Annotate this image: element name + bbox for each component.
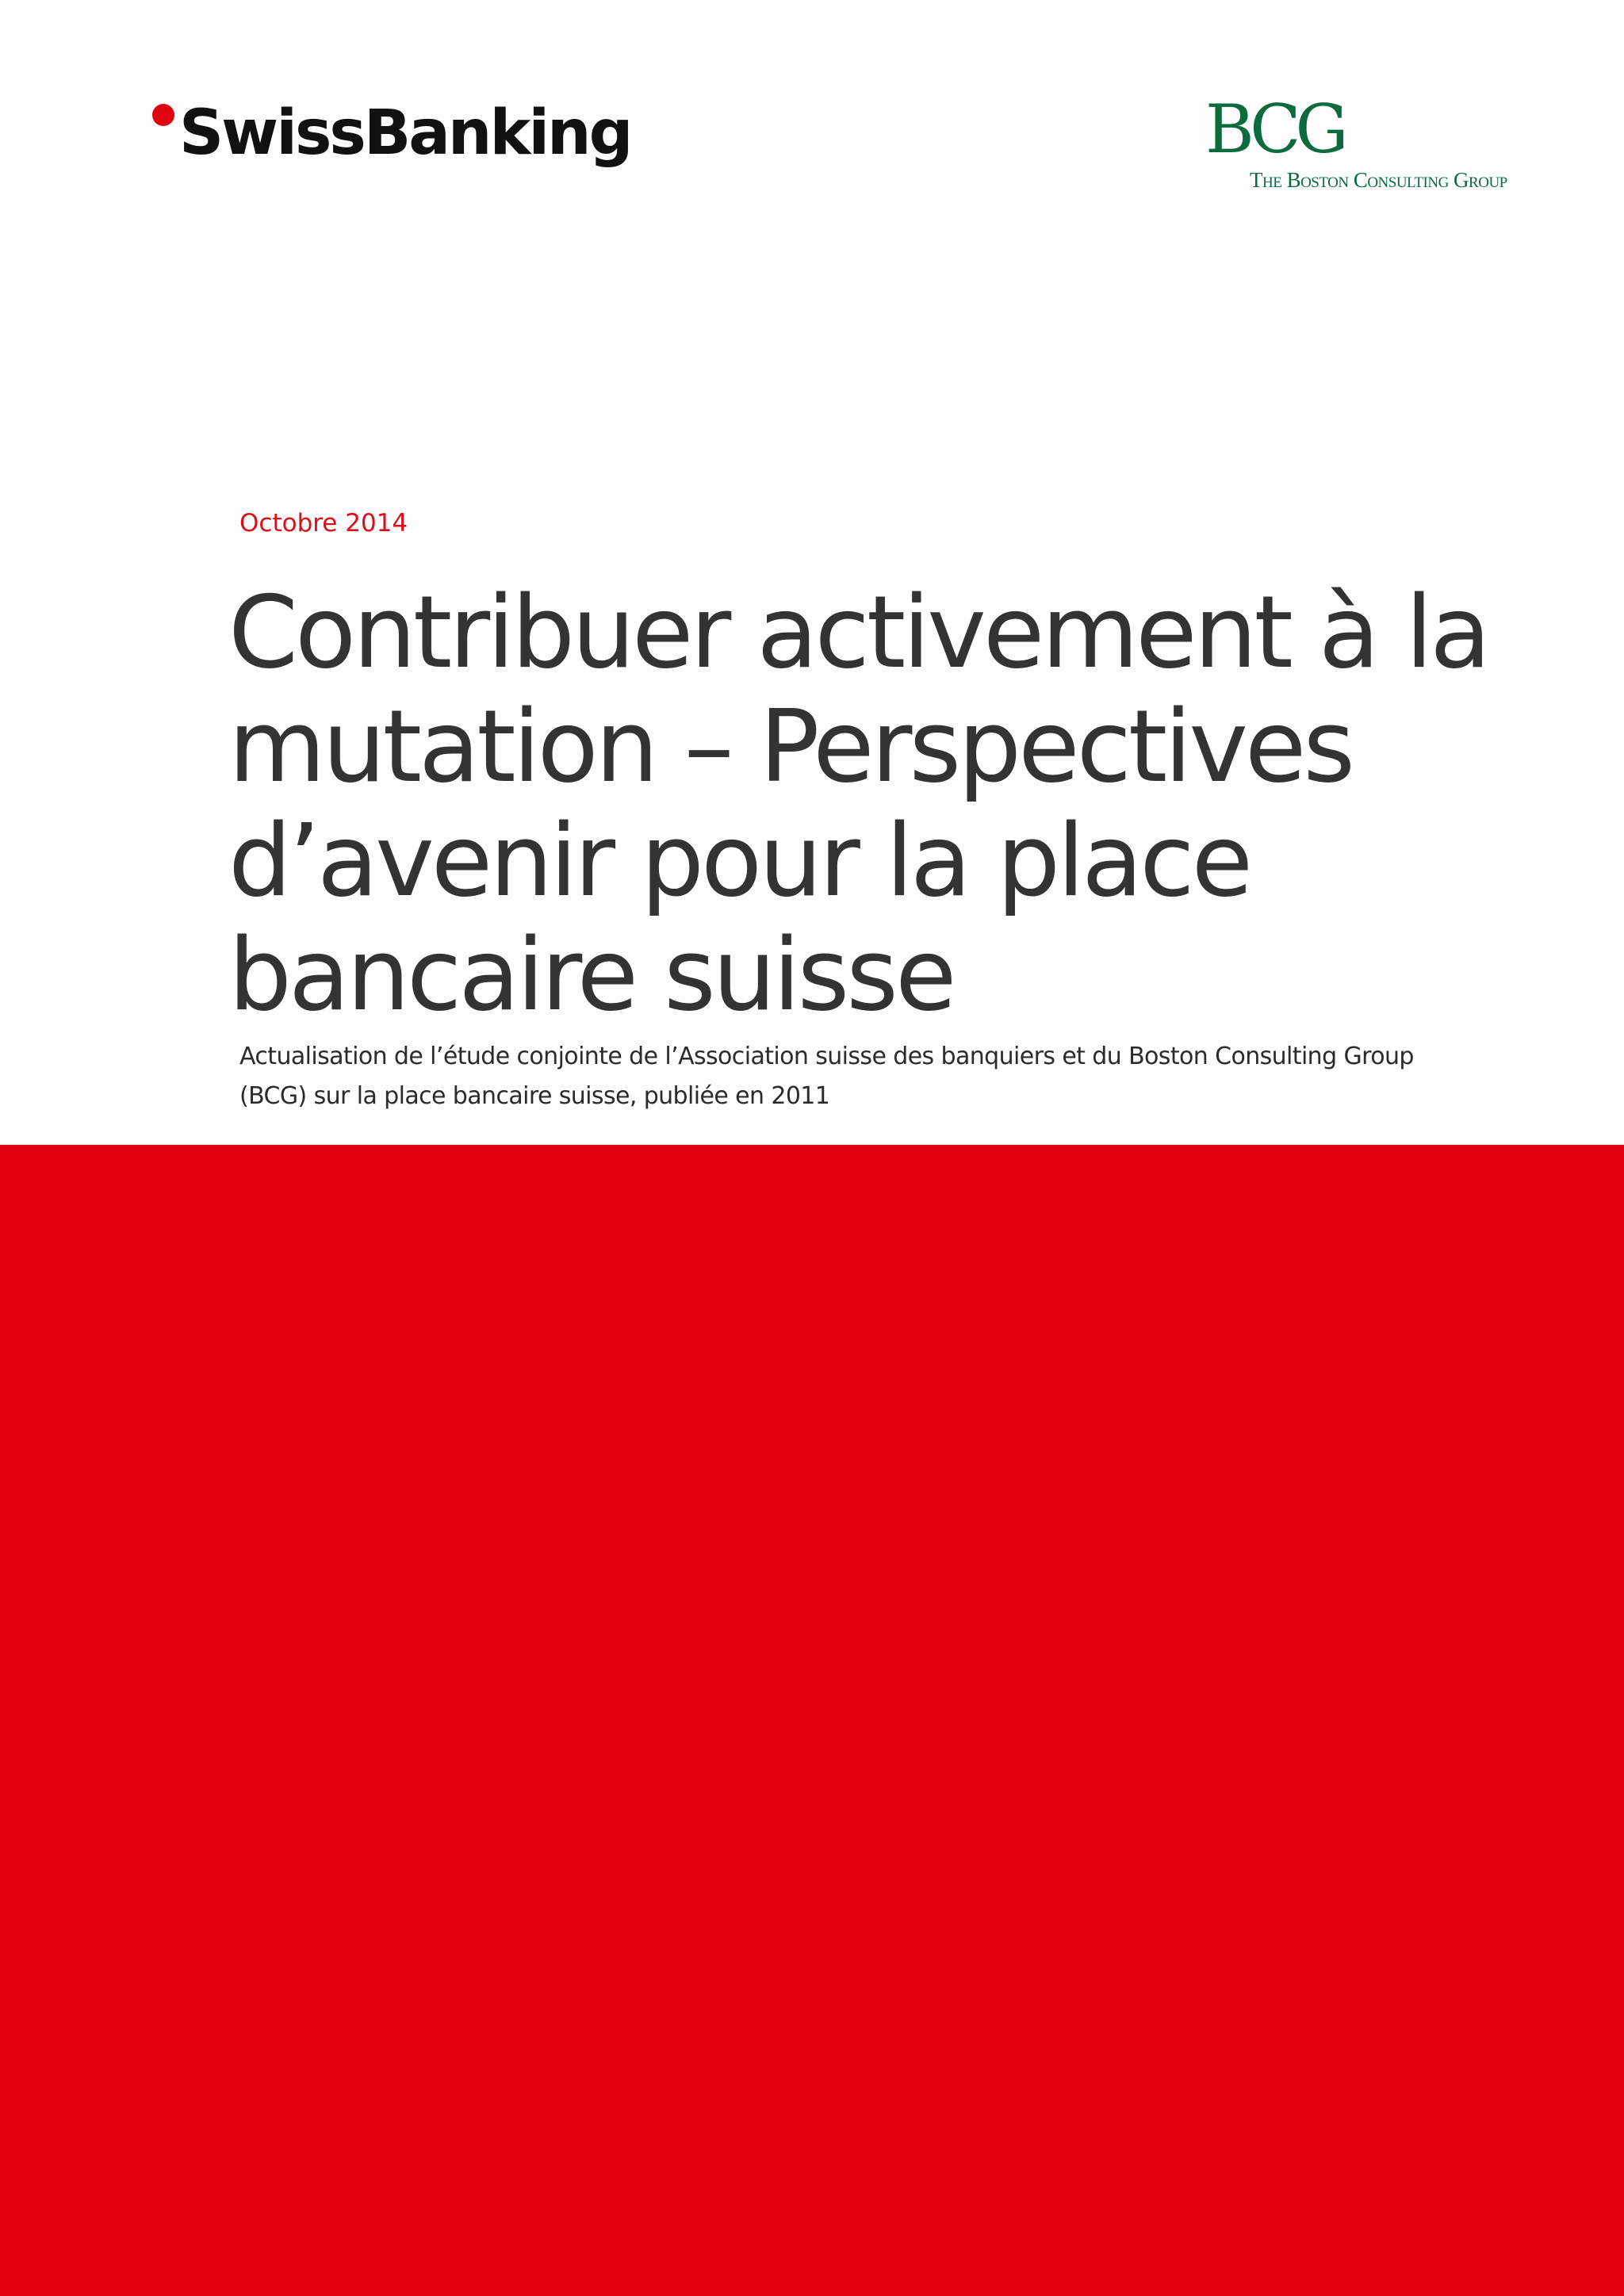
- cover-red-panel: [0, 1145, 1624, 2296]
- publication-date: Octobre 2014: [239, 509, 408, 538]
- document-title: Contribuer activement à la mutation – Perspectives d’avenir pour la place bancaire suisse: [228, 574, 1488, 1033]
- bcg-company-name: The Boston Consulting Group: [1250, 168, 1507, 192]
- swissbanking-wordmark: SwissBanking: [179, 98, 631, 169]
- bcg-logo: [1205, 90, 1507, 197]
- document-subtitle: Actualisation de l’étude conjointe de l’Association suisse des banquiers et du Boston Consulting Group (BCG) sur la place bancaire suisse, publiée en 2011: [239, 1043, 1414, 1110]
- cover-header-area: [0, 0, 1624, 1145]
- swissbanking-dot-icon: [152, 104, 174, 126]
- bcg-monogram: BCG: [1205, 90, 1343, 168]
